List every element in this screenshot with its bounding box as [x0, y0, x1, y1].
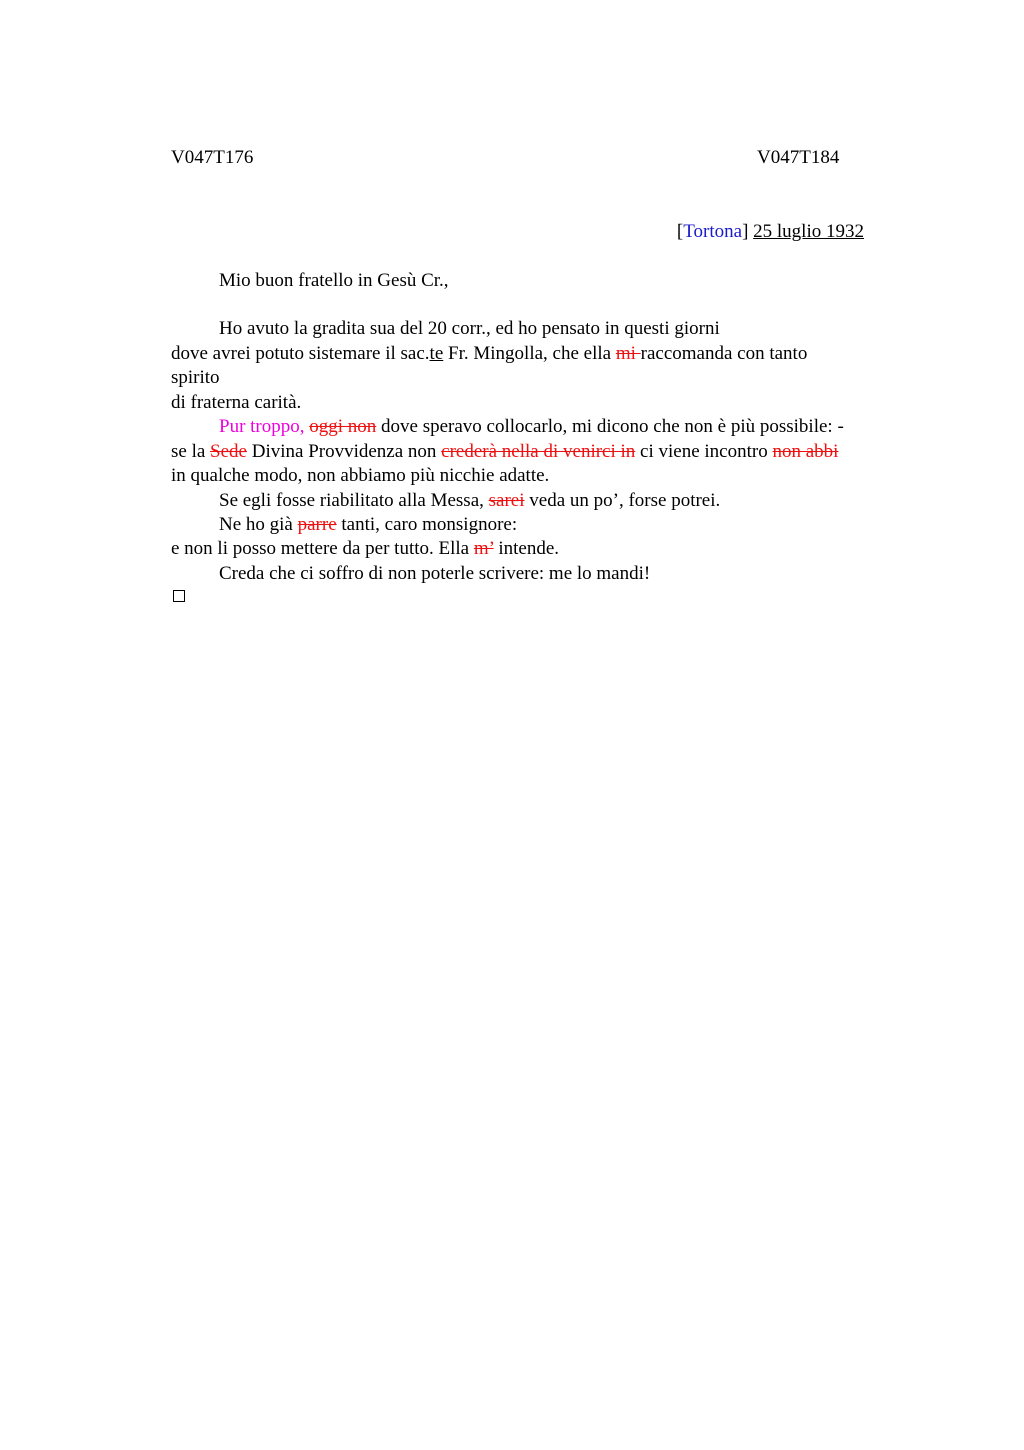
deleted-text: parre: [297, 514, 337, 535]
deleted-text: sarei: [488, 490, 525, 511]
body-line-9: [171, 513, 517, 537]
dateline-close-bracket: ]: [742, 221, 749, 242]
end-marker-box-icon: [173, 590, 185, 602]
text-segment: Divina Provvidenza non: [246, 441, 442, 462]
deleted-text: non abbi: [772, 441, 839, 462]
deleted-text: oggi non: [309, 416, 377, 437]
text-segment: tanti, caro monsignore:: [336, 514, 518, 535]
deleted-text: mi: [615, 343, 641, 364]
text-segment: Ne ho già: [219, 514, 298, 535]
body-line-6: [171, 440, 838, 464]
body-line-5: [171, 415, 844, 439]
abbreviation-superscript: te: [429, 343, 444, 364]
deleted-text: Sede: [210, 441, 247, 462]
body-line-11: Creda che ci soffro di non poterle scrivere: me lo mandi!: [219, 563, 651, 584]
deleted-text: m’: [473, 538, 494, 559]
text-segment: intende.: [493, 538, 560, 559]
dateline-open-bracket: [: [676, 221, 684, 242]
dateline: [677, 220, 864, 244]
text-segment: ci viene incontro: [635, 441, 773, 462]
right-code: V047T184: [757, 147, 840, 168]
dateline-date: 25 luglio 1932: [753, 221, 864, 242]
text-segment: Fr. Mingolla, che ella: [443, 343, 616, 364]
body-line-1: Ho avuto la gradita sua del 20 corr., ed ho pensato in questi giorni: [219, 318, 720, 339]
body-line-7: in qualche modo, non abbiamo più nicchie adatte.: [171, 465, 550, 486]
text-segment: veda un po’, forse potrei.: [524, 490, 721, 511]
body-line-8: [171, 489, 720, 513]
salutation: Mio buon fratello in Gesù Cr.,: [219, 270, 449, 291]
inserted-text: Pur troppo,: [219, 416, 310, 437]
text-segment: raccomanda con tanto: [640, 343, 808, 364]
body-line-3: spirito: [171, 367, 220, 388]
left-code: V047T176: [171, 147, 254, 168]
dateline-place: Tortona: [683, 221, 743, 242]
text-segment: e non li posso mettere da per tutto. Ella: [171, 538, 474, 559]
body-line-2: [171, 342, 807, 366]
text-segment: Se egli fosse riabilitato alla Messa,: [219, 490, 489, 511]
body-line-4: di fraterna carità.: [171, 392, 302, 413]
text-segment: dove speravo collocarlo, mi dicono che non è più possibile: -: [376, 416, 844, 437]
deleted-text: crederà nella di venirci in: [441, 441, 636, 462]
body-line-10: [171, 537, 559, 561]
text-segment: se la: [171, 441, 211, 462]
text-segment: dove avrei potuto sistemare il sac.: [171, 343, 430, 364]
